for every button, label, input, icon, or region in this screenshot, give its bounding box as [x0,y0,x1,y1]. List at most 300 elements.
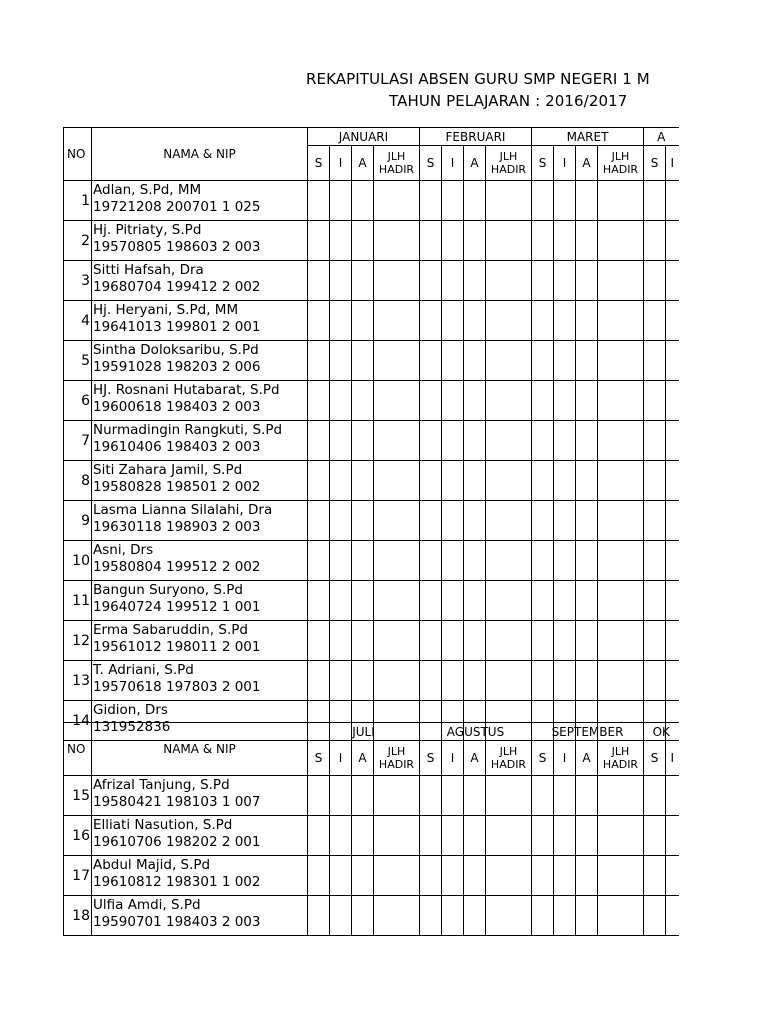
attendance-cell [442,221,464,261]
month-header: JULI [308,723,420,741]
column-header-name-nip: NAMA & NIP [92,128,308,181]
column-header-alpa: A [464,741,486,776]
teacher-nip: 19561012 198011 2 001 [93,639,261,655]
attendance-cell [352,381,374,421]
attendance-cell [576,181,598,221]
attendance-cell [330,221,352,261]
column-header-sakit: S [308,741,330,776]
attendance-cell [532,896,554,936]
teacher-nip: 19610812 198301 1 002 [93,874,261,890]
attendance-cell [576,261,598,301]
row-number: 10 [64,541,92,581]
attendance-cell [352,301,374,341]
attendance-cell [554,381,576,421]
column-header-sakit: S [420,146,442,181]
attendance-cell [576,621,598,661]
attendance-cell [420,501,442,541]
attendance-cell [374,421,420,461]
attendance-cell [644,856,666,896]
attendance-cell [666,341,679,381]
attendance-cell [598,221,644,261]
attendance-cell [442,816,464,856]
attendance-cell [532,421,554,461]
attendance-cell [666,421,679,461]
page-subtitle: TAHUN PELAJARAN : 2016/2017 [389,92,628,110]
month-header: MARET [532,128,644,146]
attendance-cell [308,621,330,661]
attendance-cell [532,621,554,661]
teacher-nip: 19680704 199412 2 002 [93,279,261,295]
attendance-cell [374,661,420,701]
attendance-cell [486,181,532,221]
attendance-cell [486,776,532,816]
attendance-cell [666,661,679,701]
attendance-cell [374,381,420,421]
attendance-cell [598,776,644,816]
attendance-cell [352,896,374,936]
teacher-nip: 19591028 198203 2 006 [93,359,261,375]
table-row [64,261,679,301]
attendance-cell [554,301,576,341]
attendance-cell [576,896,598,936]
attendance-cell [442,421,464,461]
attendance-cell [374,541,420,581]
attendance-cell [464,381,486,421]
attendance-cell [598,501,644,541]
attendance-cell [644,816,666,856]
attendance-cell [532,461,554,501]
table-row [64,816,679,856]
attendance-cell [486,896,532,936]
attendance-cell [554,541,576,581]
attendance-cell [464,581,486,621]
attendance-cell [576,661,598,701]
attendance-cell [308,381,330,421]
column-header-alpa: A [576,741,598,776]
column-header-name-nip: NAMA & NIP [92,723,308,776]
attendance-cell [352,501,374,541]
column-header-izin: I [330,741,352,776]
table-row [64,381,679,421]
attendance-cell [554,621,576,661]
attendance-cell [308,221,330,261]
table-row [64,221,679,261]
attendance-cell [666,776,679,816]
teacher-name: Abdul Majid, S.Pd [93,857,211,873]
attendance-cell [486,816,532,856]
attendance-cell [374,776,420,816]
attendance-cell [374,816,420,856]
attendance-cell [554,421,576,461]
attendance-cell [374,581,420,621]
attendance-cell [576,301,598,341]
teacher-name: Siti Zahara Jamil, S.Pd [93,462,243,478]
column-header-jlh-hadir: JLH HADIR [486,146,532,181]
attendance-cell [598,381,644,421]
attendance-cell [464,461,486,501]
row-number: 1 [64,181,92,221]
attendance-cell [330,461,352,501]
attendance-cell [352,541,374,581]
attendance-cell [554,261,576,301]
teacher-nip: 19610706 198202 2 001 [93,834,261,850]
attendance-cell [352,221,374,261]
teacher-name: Gidion, Drs [93,702,168,718]
attendance-cell [374,621,420,661]
attendance-cell [352,816,374,856]
attendance-cell [644,661,666,701]
teacher-name-nip [92,461,308,501]
attendance-cell [442,301,464,341]
attendance-cell [576,381,598,421]
table-row [64,181,679,221]
attendance-cell [554,461,576,501]
teacher-nip: 19600618 198403 2 003 [93,399,261,415]
teacher-name: Ulfia Amdi, S.Pd [93,897,201,913]
attendance-cell [486,301,532,341]
attendance-cell [464,541,486,581]
attendance-cell [308,816,330,856]
teacher-name-nip [92,261,308,301]
attendance-cell [598,621,644,661]
attendance-cell [576,221,598,261]
attendance-cell [352,661,374,701]
teacher-name: Hj. Pitriaty, S.Pd [93,222,202,238]
attendance-cell [330,541,352,581]
column-header-no: NO [64,723,92,776]
attendance-cell [352,461,374,501]
attendance-cell [598,261,644,301]
attendance-cell [486,856,532,896]
attendance-cell [666,581,679,621]
attendance-cell [330,261,352,301]
teacher-name: Elliati Nasution, S.Pd [93,817,233,833]
attendance-cell [374,461,420,501]
column-header-jlh-hadir: JLH HADIR [486,741,532,776]
attendance-cell [554,181,576,221]
attendance-cell [420,621,442,661]
attendance-cell [420,776,442,816]
teacher-name: Sitti Hafsah, Dra [93,262,204,278]
table-row [64,501,679,541]
teacher-name: Asni, Drs [93,542,154,558]
attendance-cell [532,501,554,541]
attendance-cell [442,501,464,541]
attendance-cell [644,776,666,816]
column-header-jlh-hadir: JLH HADIR [598,146,644,181]
table-row [64,896,679,936]
teacher-name: Lasma Lianna Silalahi, Dra [93,502,273,518]
row-number: 13 [64,661,92,701]
teacher-name-nip [92,541,308,581]
attendance-cell [420,181,442,221]
row-number: 12 [64,621,92,661]
attendance-cell [442,581,464,621]
table-row [64,621,679,661]
attendance-cell [442,856,464,896]
attendance-cell [420,541,442,581]
teacher-name-nip [92,816,308,856]
teacher-nip: 19721208 200701 1 025 [93,199,261,215]
attendance-cell [532,301,554,341]
attendance-cell [330,301,352,341]
table-row [64,461,679,501]
attendance-cell [532,541,554,581]
attendance-cell [598,856,644,896]
attendance-cell [486,421,532,461]
attendance-cell [644,896,666,936]
attendance-cell [308,261,330,301]
attendance-cell [666,541,679,581]
teacher-name: Erma Sabaruddin, S.Pd [93,622,248,638]
teacher-name-nip [92,381,308,421]
attendance-cell [486,221,532,261]
table-row [64,856,679,896]
attendance-cell [308,501,330,541]
attendance-cell [352,621,374,661]
attendance-cell [644,341,666,381]
column-header-sakit: S [644,741,666,776]
row-number: 4 [64,301,92,341]
attendance-cell [308,181,330,221]
attendance-cell [666,461,679,501]
attendance-cell [532,181,554,221]
teacher-nip: 19610406 198403 2 003 [93,439,261,455]
column-header-jlh-hadir: JLH HADIR [374,741,420,776]
attendance-cell [532,816,554,856]
table-row [64,341,679,381]
column-header-izin: I [442,741,464,776]
attendance-cell [308,896,330,936]
attendance-cell [576,776,598,816]
attendance-cell [554,501,576,541]
column-header-sakit: S [308,146,330,181]
row-number: 7 [64,421,92,461]
attendance-cell [352,421,374,461]
column-header-sakit: S [420,741,442,776]
row-number: 8 [64,461,92,501]
row-number: 18 [64,896,92,936]
attendance-cell [532,661,554,701]
attendance-cell [308,301,330,341]
attendance-cell [420,381,442,421]
attendance-cell [352,341,374,381]
column-header-izin: I [554,146,576,181]
attendance-cell [330,896,352,936]
attendance-cell [532,221,554,261]
attendance-cell [666,381,679,421]
attendance-cell [644,461,666,501]
attendance-cell [554,661,576,701]
attendance-cell [554,856,576,896]
attendance-cell [598,816,644,856]
attendance-cell [352,776,374,816]
attendance-cell [420,341,442,381]
attendance-cell [644,421,666,461]
attendance-cell [420,461,442,501]
teacher-nip: 131952836 [93,719,171,735]
attendance-cell [486,261,532,301]
attendance-cell [554,581,576,621]
month-header: FEBRUARI [420,128,532,146]
attendance-cell [532,856,554,896]
attendance-cell [464,896,486,936]
attendance-cell [464,261,486,301]
attendance-cell [532,581,554,621]
attendance-cell [464,661,486,701]
attendance-cell [576,461,598,501]
teacher-name-nip [92,341,308,381]
attendance-cell [330,661,352,701]
attendance-cell [554,896,576,936]
attendance-cell [442,261,464,301]
attendance-cell [532,341,554,381]
attendance-cell [374,501,420,541]
month-header: SEPTEMBER [532,723,644,741]
attendance-cell [644,581,666,621]
row-number: 5 [64,341,92,381]
column-header-alpa: A [352,741,374,776]
attendance-cell [374,896,420,936]
attendance-cell [486,501,532,541]
attendance-cell [576,816,598,856]
teacher-name: Sintha Doloksaribu, S.Pd [93,342,259,358]
attendance-cell [554,776,576,816]
attendance-cell [666,856,679,896]
attendance-cell [330,856,352,896]
attendance-cell [666,621,679,661]
attendance-cell [420,816,442,856]
table-row [64,301,679,341]
attendance-cell [554,221,576,261]
teacher-name-nip [92,776,308,816]
attendance-cell [464,776,486,816]
table-row [64,661,679,701]
table-row [64,776,679,816]
attendance-cell [308,776,330,816]
table-row [64,421,679,461]
attendance-cell [420,421,442,461]
attendance-cell [420,261,442,301]
column-header-izin: I [330,146,352,181]
month-header: JANUARI [308,128,420,146]
attendance-cell [308,661,330,701]
attendance-cell [576,856,598,896]
attendance-cell [308,541,330,581]
teacher-nip: 19570618 197803 2 001 [93,679,261,695]
attendance-cell [330,181,352,221]
teacher-nip: 19570805 198603 2 003 [93,239,261,255]
attendance-cell [464,301,486,341]
attendance-cell [330,816,352,856]
teacher-name-nip [92,621,308,661]
attendance-cell [442,661,464,701]
attendance-cell [330,581,352,621]
teacher-name-nip [92,896,308,936]
attendance-cell [598,896,644,936]
attendance-cell [308,581,330,621]
attendance-cell [644,261,666,301]
row-number: 6 [64,381,92,421]
attendance-cell [352,261,374,301]
attendance-table-1 [63,127,679,741]
attendance-cell [598,301,644,341]
attendance-cell [442,341,464,381]
attendance-cell [486,461,532,501]
teacher-name: Adlan, S.Pd, MM [93,182,202,198]
attendance-cell [644,181,666,221]
attendance-cell [666,301,679,341]
attendance-cell [598,181,644,221]
attendance-cell [644,621,666,661]
column-header-izin: I [442,146,464,181]
attendance-cell [666,501,679,541]
month-header: A [644,128,679,146]
column-header-sakit: S [532,741,554,776]
column-header-alpa: A [576,146,598,181]
attendance-cell [420,661,442,701]
attendance-cell [442,181,464,221]
teacher-name-nip [92,501,308,541]
month-header: AGUSTUS [420,723,532,741]
attendance-cell [442,621,464,661]
teacher-nip: 19630118 198903 2 003 [93,519,261,535]
row-number: 11 [64,581,92,621]
column-header-alpa: A [352,146,374,181]
attendance-cell [666,261,679,301]
attendance-cell [374,341,420,381]
teacher-name-nip [92,301,308,341]
attendance-cell [554,816,576,856]
attendance-table-2 [63,722,679,936]
table-row [64,581,679,621]
attendance-cell [532,381,554,421]
attendance-cell [352,856,374,896]
attendance-cell [576,501,598,541]
attendance-cell [442,381,464,421]
attendance-cell [644,301,666,341]
attendance-cell [308,461,330,501]
attendance-cell [532,261,554,301]
attendance-cell [330,621,352,661]
attendance-cell [576,341,598,381]
attendance-cell [486,621,532,661]
teacher-nip: 19580804 199512 2 002 [93,559,261,575]
teacher-nip: 19590701 198403 2 003 [93,914,261,930]
attendance-cell [486,381,532,421]
teacher-name-nip [92,421,308,461]
column-header-jlh-hadir: JLH HADIR [598,741,644,776]
column-header-jlh-hadir: JLH HADIR [374,146,420,181]
table-row [64,541,679,581]
attendance-cell [374,261,420,301]
teacher-name: Bangun Suryono, S.Pd [93,582,243,598]
attendance-cell [308,341,330,381]
attendance-cell [442,776,464,816]
attendance-cell [374,181,420,221]
attendance-cell [374,301,420,341]
attendance-cell [464,341,486,381]
column-header-no: NO [64,128,92,181]
attendance-cell [464,621,486,661]
row-number: 14 [64,701,92,741]
column-header-izin: I [666,146,679,181]
attendance-cell [442,541,464,581]
teacher-nip: 19640724 199512 1 001 [93,599,261,615]
attendance-cell [576,421,598,461]
teacher-name: T. Adriani, S.Pd [93,662,194,678]
attendance-cell [308,421,330,461]
